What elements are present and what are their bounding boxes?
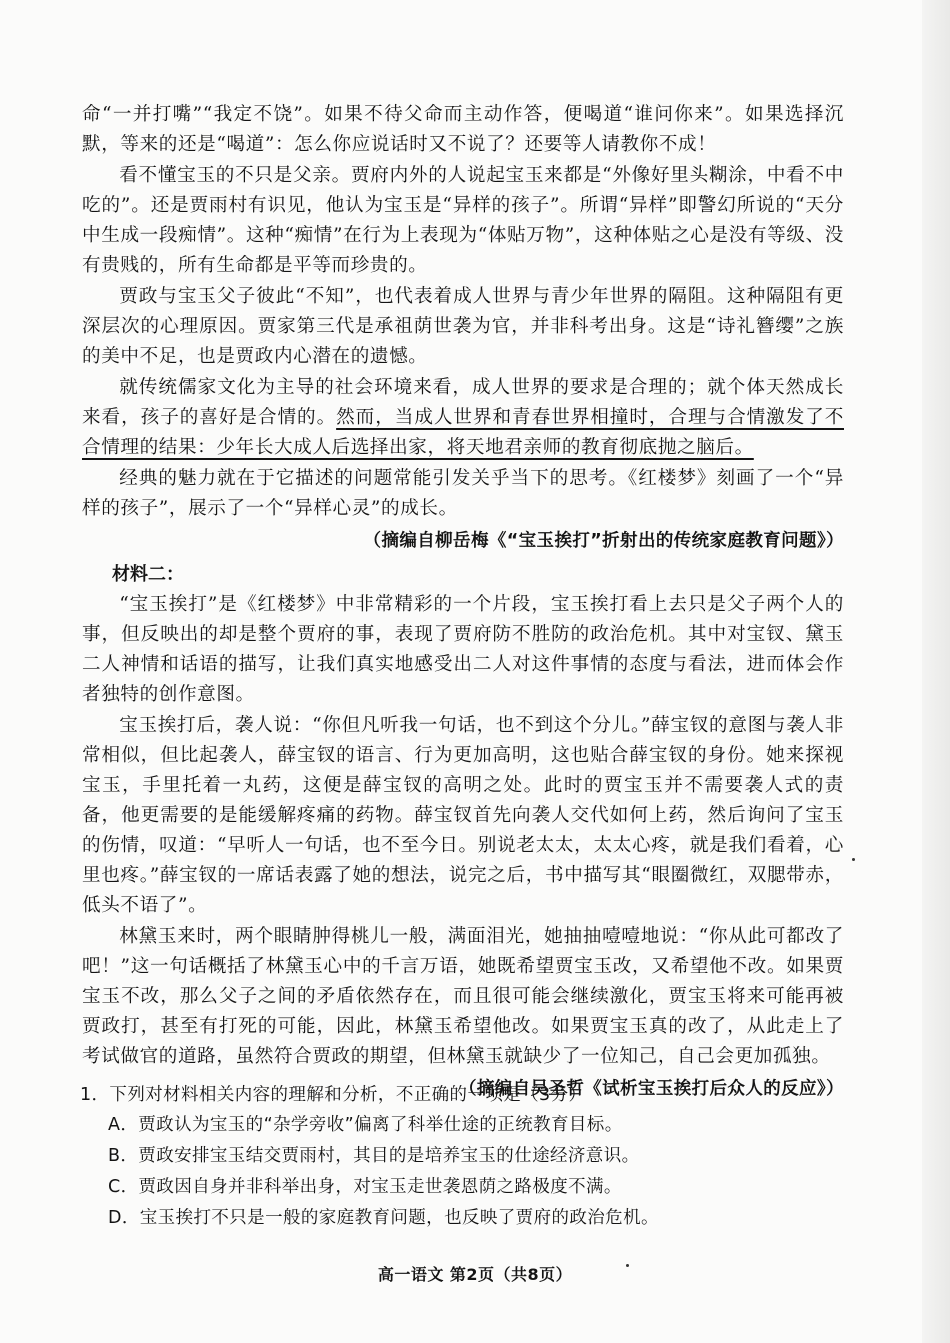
paragraph-6: “宝玉挨打”是《红楼梦》中非常精彩的一个片段，宝玉挨打看上去只是父子两个人的事，但反映出的却是整个贾府的事，表现了贾府防不胜防的政治危机。其中对宝钗、黛玉二人神情和话语的描写，让我们真实地感受出二人对这件事情的态度与看法，进而体会作者独特的创作意图。 [82,594,844,705]
page-footer: 高一语文 第2页（共8页） [377,1265,573,1284]
paragraph-2: 看不懂宝玉的不只是父亲。贾府内外的人说起宝玉来都是“外像好里头糊涂，中看不中吃的”。还是贾雨村有识见，他认为宝玉是“异样的孩子”。所谓“异样”即警幻所说的“天分中生成一段痴情”。这种“痴情”在行为上表现为“体贴万物”，这种体贴之心是没有等级、没有贵贱的，所有生命都是平等而珍贵的。 [82,165,844,276]
reading-material [82,100,844,1108]
option-c: C．贾政因自身并非科举出身，对宝玉走世袭恩荫之路极度不满。 [108,1177,622,1197]
paragraph-4-plain: 就传统儒家文化为主导的社会环境来看，成人世界的要求是合理的；就个体天然成长来看，孩子的喜好是合情的。 [82,377,844,428]
page-edge-shadow [922,0,950,1343]
paragraph-1: 命“一并打嘴”“我定不饶”。如果不待父命而主动作答，便喝道“谁问你来”。如果选择沉默，等来的还是“喝道”：怎么你应说话时又不说了？还要等人请教你不成！ [82,104,844,155]
option-b: B．贾政安排宝玉结交贾雨村，其目的是培养宝玉的仕途经济意识。 [108,1146,640,1166]
scan-speck [626,1264,629,1267]
question-1 [80,1080,860,1234]
option-a: A．贾政认为宝玉的“杂学旁收”偏离了科举仕途的正统教育目标。 [108,1115,623,1135]
source-citation-2: （摘编自吴圣哲《试析宝玉挨打后众人的反应》） [458,1079,844,1099]
paragraph-8: 林黛玉来时，两个眼睛肿得桃儿一般，满面泪光，她抽抽噎噎地说：“你从此可都改了吧！”这一句话概括了林黛玉心中的千言万语，她既希望贾宝玉改，又希望他不改。如果贾宝玉不改，那么父子之间的矛盾依然存在，而且很可能会继续激化，贾宝玉将来可能再被贾政打，甚至有打死的可能，因此，林黛玉希望他改。如果贾宝玉真的改了，从此走上了考试做官的道路，虽然符合贾政的期望，但林黛玉就缺少了一位知己，自己会更加孤独。 [82,926,844,1067]
paragraph-4 [82,373,844,463]
option-d: D．宝玉挨打不只是一般的家庭教育问题，也反映了贾府的政治危机。 [108,1208,659,1228]
question-stem: 1．下列对材料相关内容的理解和分析，不正确的一项是（3分） [80,1085,587,1105]
paragraph-3: 贾政与宝玉父子彼此“不知”，也代表着成人世界与青少年世界的隔阻。这种隔阻有更深层次的心理原因。贾家第三代是承祖荫世袭为官，并非科考出身。这是“诗礼簪缨”之族的美中不足，也是贾政内心潜在的遗憾。 [82,286,844,367]
paragraph-5: 经典的魅力就在于它描述的问题常能引发关乎当下的思考。《红楼梦》刻画了一个“异样的孩子”，展示了一个“异样心灵”的成长。 [82,468,844,519]
paragraph-7: 宝玉挨打后，袭人说：“你但凡听我一句话，也不到这个分儿。”薛宝钗的意图与袭人非常相似，但比起袭人，薛宝钗的语言、行为更加高明，这也贴合薛宝钗的身份。她来探视宝玉，手里托着一丸药，这便是薛宝钗的高明之处。此时的贾宝玉并不需要袭人式的责备，他更需要的是能缓解疼痛的药物。薛宝钗首先向袭人交代如何上药，然后询问了宝玉的伤情，叹道：“早听人一句话，也不至今日。别说老太太，太太心疼，就是我们看着，心里也疼。”薛宝钗的一席话表露了她的想法，说完之后，书中描写其“眼圈微红，双腮带赤，低头不语了”。 [82,715,844,916]
material-two-heading: 材料二： [112,564,184,585]
scan-speck [852,858,855,861]
underlined-sentence: 然而，当成人世界和青春世界相撞时，合理与合情激发了不合情理的结果：少年长大成人后选择出家，将天地君亲师的教育彻底抛之脑后。 [82,407,844,458]
source-citation-1: （摘编自柳岳梅《“宝玉挨打”折射出的传统家庭教育问题》） [363,531,844,551]
